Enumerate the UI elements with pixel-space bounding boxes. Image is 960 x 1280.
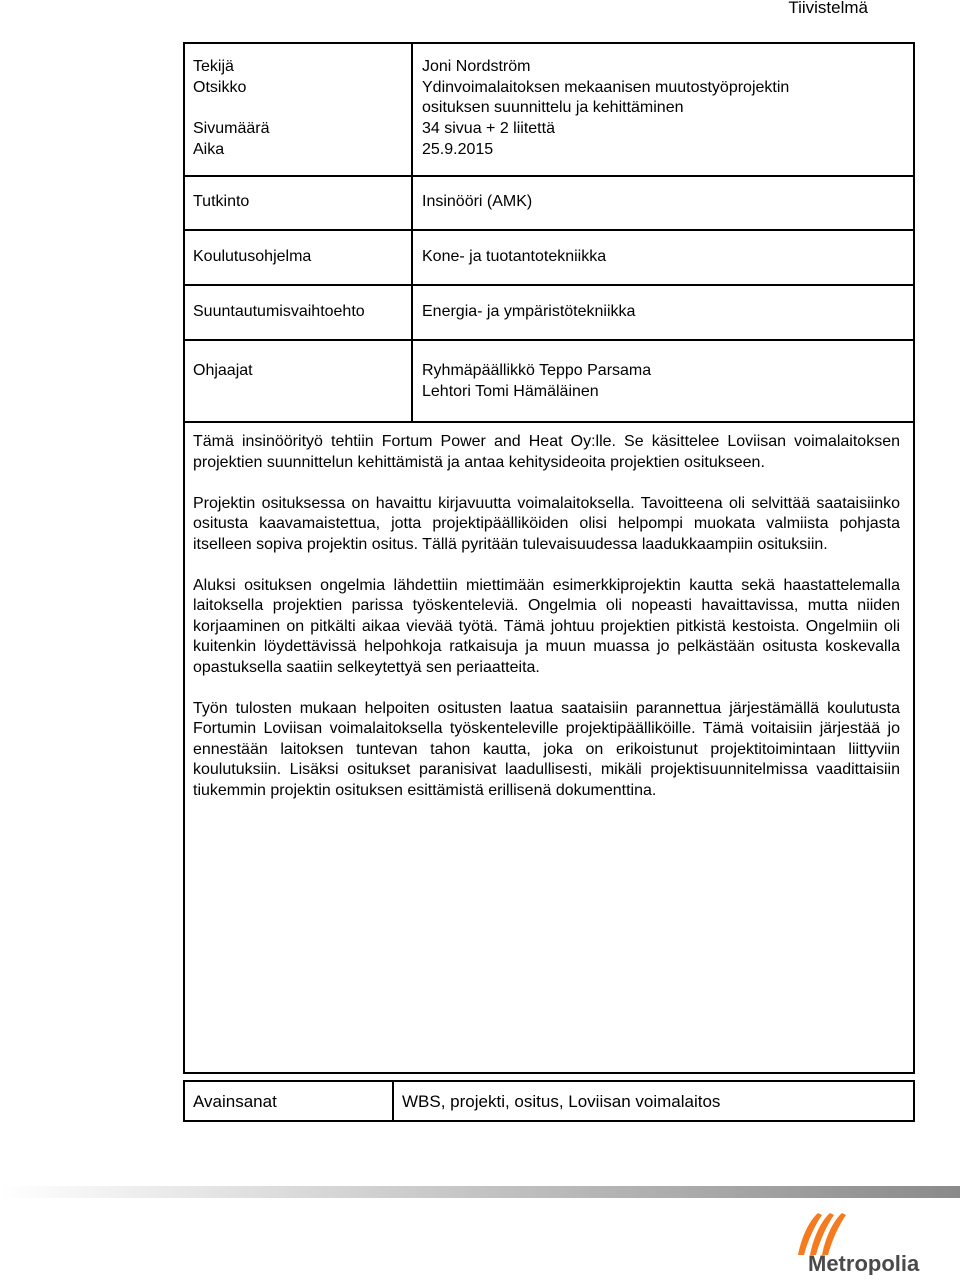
- logo-wordmark: Metropolia: [808, 1251, 920, 1275]
- title-line-1: Ydinvoimalaitoksen mekaanisen muutostyöprojektin: [422, 79, 790, 96]
- row-divider: [183, 229, 915, 231]
- pages-value: 34 sivua + 2 liitettä: [422, 120, 555, 137]
- title-line-2: osituksen suunnittelu ja kehittäminen: [422, 99, 684, 116]
- abstract-paragraph-2: Projektin osituksessa on havaittu kirjavuutta voimalaitoksella. Tavoitteena oli selvittää saataisiinko ositusta kaavamaistettua, jotta projektipäälliköiden olisi helpompi muokata valmiista pohjasta itselleen sopiva projektin ositus. Tällä pyritään tulevaisuudessa laadukkaampiin osituksiin.: [193, 494, 900, 553]
- metropolia-logo-mark-icon: [780, 1205, 930, 1275]
- degree-value: Insinööri (AMK): [422, 193, 533, 210]
- degree-label: Tutkinto: [193, 193, 250, 210]
- row-divider: [183, 339, 915, 341]
- author-label: Tekijä: [193, 58, 234, 75]
- specialisation-label: Suuntautumisvaihtoehto: [193, 303, 365, 320]
- supervisor-1: Ryhmäpäällikkö Teppo Parsama: [422, 362, 652, 379]
- abstract-paragraph-1: Tämä insinöörityö tehtiin Fortum Power and Heat Oy:lle. Se käsittelee Loviisan voimalaitoksen projektien suunnittelun kehittämistä ja antaa kehitysideoita projektien ositukseen.: [193, 433, 900, 471]
- programme-value: Kone- ja tuotantotekniikka: [422, 248, 607, 265]
- specialisation-value: Energia- ja ympäristötekniikka: [422, 303, 636, 320]
- abstract-paragraph-3: Aluksi osituksen ongelmia lähdettiin miettimään esimerkkiprojektin kautta sekä haastattelemalla laitoksella projektien parissa työskenteleviä. Ongelmia oli nopeasti havaittavissa, mutta niiden korjaaminen on pitkälti aikaa vievää työtä. Tämä johtuu projektien pitkistä kestoista. Ongelmiin oli kuitenkin löydettävissä helpohkoja ratkaisuja ja muun muassa jo pelkästään ositusta koskevalla opastuksella saatiin selkeytettyä sen periaatteita.: [193, 576, 900, 676]
- programme-label: Koulutusohjelma: [193, 248, 312, 265]
- row-divider: [183, 421, 915, 423]
- supervisors-label: Ohjaajat: [193, 362, 253, 379]
- abstract-paragraph-4: Työn tulosten mukaan helpoiten ositusten laatua saataisiin parannettua järjestämällä koulutusta Fortumin Loviisan voimalaitoksella työskenteleville projektipäälliköille. Tämä voitaisiin järjestää jo ennestään laitoksen tuntevan tahon kautta, joka on erikoistunut projektitoimintaan liittyviin koulutuksiin. Lisäksi ositukset paranisivat laadullisesti, mikäli projektisuunnitelmissa vaadittaisiin tiukemmin projektin osituksen esittämistä erillisenä dokumenttina.: [193, 699, 900, 799]
- row-divider: [183, 175, 915, 177]
- title-label: Otsikko: [193, 79, 247, 96]
- supervisor-2: Lehtori Tomi Hämäläinen: [422, 383, 599, 400]
- row-divider: [183, 284, 915, 286]
- date-value: 25.9.2015: [422, 141, 494, 158]
- page-header-label: Tiivistelmä: [788, 0, 868, 17]
- keywords-value: WBS, projekti, ositus, Loviisan voimalaitos: [402, 1092, 721, 1111]
- footer-gradient-bar: [0, 1186, 960, 1198]
- pages-label: Sivumäärä: [193, 120, 270, 137]
- table-column-divider: [411, 42, 413, 423]
- keywords-label: Avainsanat: [193, 1092, 277, 1111]
- abstract-body: [193, 432, 900, 822]
- author-value: Joni Nordström: [422, 58, 531, 75]
- date-label: Aika: [193, 141, 225, 158]
- metropolia-logo: [780, 1205, 930, 1275]
- keywords-divider: [392, 1080, 394, 1122]
